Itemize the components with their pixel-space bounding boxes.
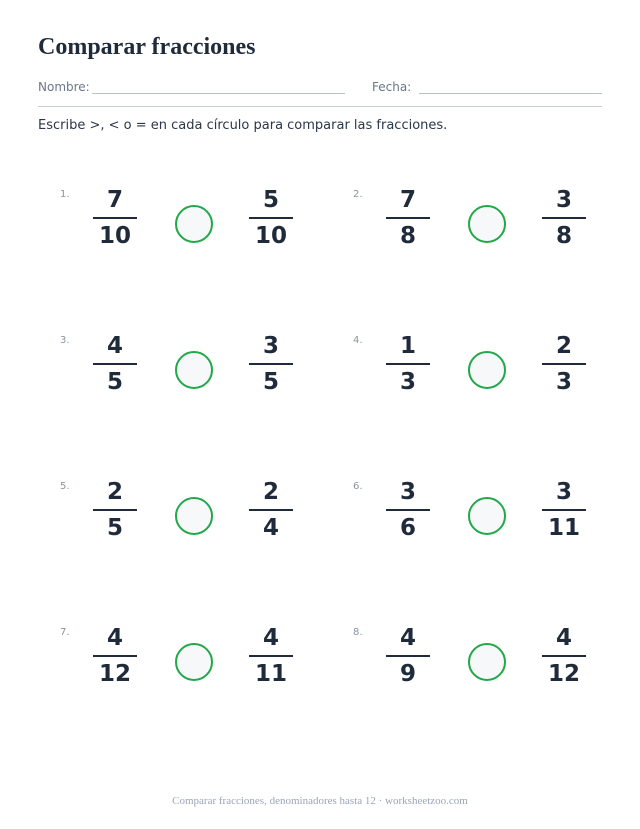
numerator: 3: [399, 479, 416, 505]
right-fraction: [542, 333, 586, 396]
denominator: 8: [399, 223, 416, 249]
fraction-bar: [249, 655, 293, 657]
fraction-bar: [542, 655, 586, 657]
denominator: 11: [547, 515, 580, 541]
numerator: 2: [262, 479, 279, 505]
numerator: 4: [555, 625, 572, 651]
comparison-circle[interactable]: [175, 497, 213, 535]
denominator: 10: [254, 223, 287, 249]
fraction-bar: [249, 363, 293, 365]
denominator: 8: [555, 223, 572, 249]
right-fraction: [542, 625, 586, 688]
problem-number: 4.: [353, 335, 363, 346]
fraction-bar: [386, 363, 430, 365]
fraction-bar: [386, 509, 430, 511]
comparison-circle[interactable]: [175, 205, 213, 243]
name-field[interactable]: [92, 93, 345, 94]
right-fraction: [249, 479, 293, 542]
numerator: 2: [555, 333, 572, 359]
problem-number: 7.: [60, 627, 70, 638]
problem-7: [60, 625, 320, 705]
numerator: 1: [399, 333, 416, 359]
denominator: 3: [555, 369, 572, 395]
fraction-bar: [542, 217, 586, 219]
numerator: 2: [106, 479, 123, 505]
left-fraction: [93, 625, 137, 688]
denominator: 5: [106, 369, 123, 395]
problem-number: 1.: [60, 189, 70, 200]
worksheet-title: Comparar fracciones: [38, 34, 256, 60]
numerator: 4: [106, 625, 123, 651]
fraction-bar: [542, 509, 586, 511]
right-fraction: [249, 187, 293, 250]
problem-6: [353, 479, 613, 559]
comparison-circle[interactable]: [175, 643, 213, 681]
instructions-text: Escribe >, < o = en cada círculo para comparar las fracciones.: [38, 118, 448, 133]
denominator: 4: [262, 515, 279, 541]
left-fraction: [93, 187, 137, 250]
footer-text: Comparar fracciones, denominadores hasta 12 · worksheetzoo.com: [172, 795, 468, 807]
numerator: 3: [555, 187, 572, 213]
numerator: 4: [106, 333, 123, 359]
header-fields: [38, 80, 602, 96]
numerator: 4: [399, 625, 416, 651]
fraction-bar: [249, 509, 293, 511]
problem-number: 5.: [60, 481, 70, 492]
left-fraction: [386, 625, 430, 688]
right-fraction: [249, 333, 293, 396]
numerator: 5: [262, 187, 279, 213]
denominator: 3: [399, 369, 416, 395]
denominator: 10: [98, 223, 131, 249]
fraction-bar: [93, 363, 137, 365]
fraction-bar: [93, 509, 137, 511]
left-fraction: [93, 479, 137, 542]
header-divider: [38, 106, 602, 107]
fraction-bar: [386, 217, 430, 219]
denominator: 5: [262, 369, 279, 395]
right-fraction: [249, 625, 293, 688]
left-fraction: [386, 333, 430, 396]
problem-number: 2.: [353, 189, 363, 200]
fraction-bar: [542, 363, 586, 365]
comparison-circle[interactable]: [468, 351, 506, 389]
problem-8: [353, 625, 613, 705]
comparison-circle[interactable]: [468, 643, 506, 681]
fraction-bar: [93, 217, 137, 219]
numerator: 4: [262, 625, 279, 651]
date-field[interactable]: [419, 93, 602, 94]
problem-number: 8.: [353, 627, 363, 638]
problem-2: [353, 187, 613, 267]
denominator: 12: [547, 661, 580, 687]
left-fraction: [93, 333, 137, 396]
date-label: Fecha:: [372, 80, 412, 94]
denominator: 6: [399, 515, 416, 541]
right-fraction: [542, 479, 586, 542]
problem-4: [353, 333, 613, 413]
denominator: 5: [106, 515, 123, 541]
left-fraction: [386, 187, 430, 250]
left-fraction: [386, 479, 430, 542]
name-label: Nombre:: [38, 80, 90, 94]
numerator: 3: [555, 479, 572, 505]
denominator: 11: [254, 661, 287, 687]
fraction-bar: [93, 655, 137, 657]
problem-number: 3.: [60, 335, 70, 346]
problem-5: [60, 479, 320, 559]
numerator: 7: [106, 187, 123, 213]
fraction-bar: [249, 217, 293, 219]
comparison-circle[interactable]: [468, 205, 506, 243]
right-fraction: [542, 187, 586, 250]
problem-3: [60, 333, 320, 413]
comparison-circle[interactable]: [175, 351, 213, 389]
fraction-bar: [386, 655, 430, 657]
numerator: 7: [399, 187, 416, 213]
denominator: 9: [399, 661, 416, 687]
comparison-circle[interactable]: [468, 497, 506, 535]
numerator: 3: [262, 333, 279, 359]
problem-number: 6.: [353, 481, 363, 492]
problem-1: [60, 187, 320, 267]
denominator: 12: [98, 661, 131, 687]
